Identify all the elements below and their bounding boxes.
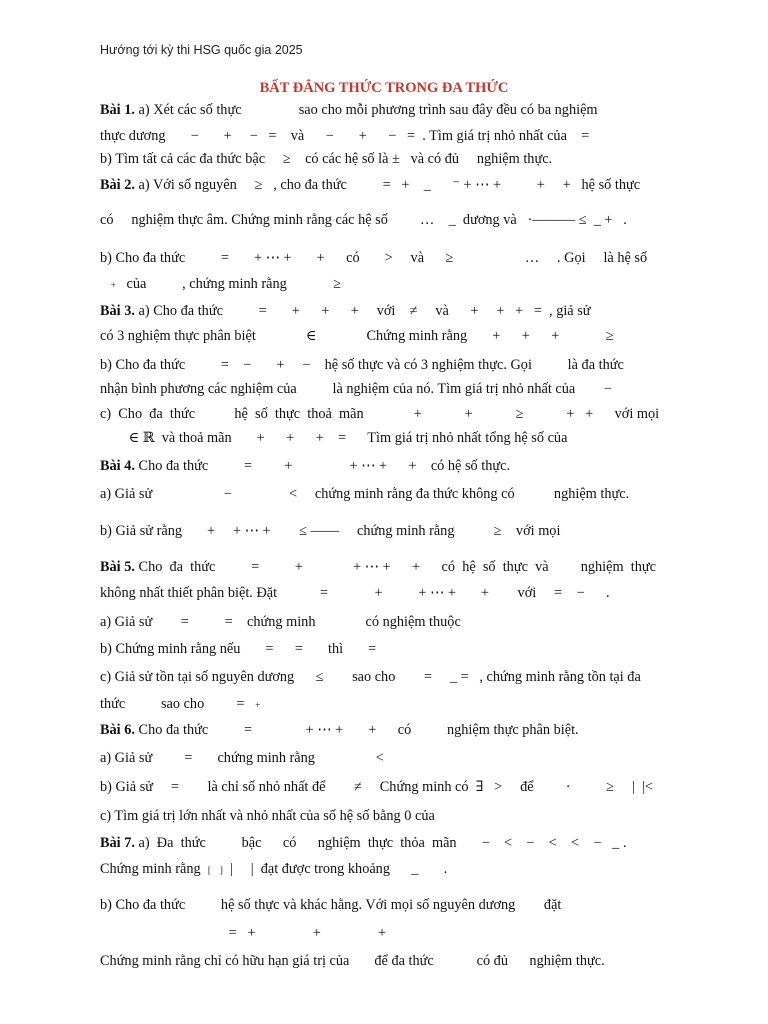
text-line [100, 328, 614, 345]
text-line [100, 696, 260, 713]
text-line [100, 357, 624, 374]
line-text: nhận bình phương các nghiệm của là nghiệm của nó. Tìm giá trị nhỏ nhất của − [100, 381, 612, 397]
line-text: a) Cho đa thức = + + + với ≠ và + + + = , giả sử [134, 303, 591, 319]
text-line [100, 458, 510, 475]
line-text: c) Giả sử tồn tại số nguyên dương ≤ sao cho = _ = , chứng minh rằng tồn tại đa [100, 669, 641, 685]
line-text: c) Cho đa thức hệ số thực thoả mãn + + ≥ + + với mọi [100, 406, 660, 422]
line-text: Cho đa thức = + + ⋯ + + có hệ số thực và nghiệm thực [134, 559, 656, 575]
problem-label: Bài 6. [100, 722, 135, 738]
text-line [100, 212, 627, 229]
text-line [100, 835, 626, 852]
line-text: ∈ ℝ và thoả mãn + + + = Tìm giá trị nhỏ nhất tổng hệ số của [100, 430, 568, 446]
line-text: b) Chứng minh rằng nếu = = thì = [100, 641, 377, 657]
line-text: a) Giả sử = = chứng minh có nghiệm thuộc [100, 614, 461, 630]
line-text: a) Giả sử = chứng minh rằng < [100, 750, 384, 766]
line-text: = + + + [100, 925, 387, 941]
text-line [100, 430, 567, 447]
text-line [100, 250, 647, 267]
line-text: [ ] [207, 865, 223, 875]
line-text: | | đạt được trong khoảng _ . [222, 861, 448, 877]
problem-label: Bài 5. [100, 559, 135, 575]
line-text: c) Tìm giá trị lớn nhất và nhỏ nhất của số hệ số bằng 0 của [100, 808, 435, 824]
text-line [100, 953, 605, 970]
line-text: Cho đa thức = + + ⋯ + + có hệ số thực. [134, 458, 511, 474]
line-text: có nghiệm thực âm. Chứng minh rằng các hệ số … _ dương và ·——— ≤ _ + . [100, 212, 627, 228]
text-line [100, 406, 659, 423]
text-line [100, 151, 552, 168]
problem-label: Bài 1. [100, 102, 135, 118]
text-line [100, 523, 560, 540]
line-text: a) Với số nguyên ≥ , cho đa thức = + _ ⁻ + ⋯ + + + hệ số thực [134, 177, 641, 193]
text-line [100, 779, 653, 796]
text-line [100, 669, 641, 686]
text-line [100, 897, 561, 914]
problem-label: Bài 7. [100, 835, 135, 851]
line-text: b) Cho đa thức hệ số thực và khác hằng. Với mọi số nguyên dương đặt [100, 897, 562, 913]
line-text: a) Xét các số thực sao cho mỗi phương trình sau đây đều có ba nghiệm [134, 102, 598, 118]
line-text: thức sao cho = [100, 696, 256, 712]
line-text: + [110, 280, 116, 290]
line-text: của , chứng minh rằng ≥ [115, 276, 342, 292]
line-text: b) Tìm tất cả các đa thức bậc ≥ có các hệ số là ± và có đủ nghiệm thực. [100, 151, 553, 167]
line-text: b) Cho đa thức = − + − hệ số thực và có 3 nghiệm thực. Gọi là đa thức [100, 357, 624, 373]
line-text: b) Giả sử = là chỉ số nhỏ nhất để ≠ Chứng minh có ∃ > để · ≥ | |< [100, 779, 653, 795]
line-text [100, 276, 111, 292]
text-line [100, 861, 447, 878]
line-text: + [255, 700, 261, 710]
text-line [100, 128, 589, 145]
line-text: b) Cho đa thức = + ⋯ + + có > và ≥ … . Gọi là hệ số [100, 250, 648, 266]
line-text: a) Giả sử − < chứng minh rằng đa thức không có nghiệm thực. [100, 486, 630, 502]
line-text: thực dương − + − = và − + − = . Tìm giá trị nhỏ nhất của = [100, 128, 590, 144]
line-text: a) Đa thức bậc có nghiệm thực thỏa mãn − < − < < − _ . [134, 835, 627, 851]
text-line [100, 641, 376, 658]
text-line [100, 925, 386, 942]
text-line [100, 102, 598, 119]
line-text: không nhất thiết phân biệt. Đặt = + + ⋯ + + với = − . [100, 585, 610, 601]
text-line [100, 381, 612, 398]
text-line [100, 276, 341, 293]
line-text: có 3 nghiệm thực phân biệt ∈ Chứng minh rằng + + + ≥ [100, 328, 614, 344]
text-line [100, 177, 640, 194]
line-text: b) Giả sử rằng + + ⋯ + ≤ —— chứng minh rằng ≥ với mọi [100, 523, 561, 539]
text-line [100, 303, 591, 320]
text-line [100, 750, 384, 767]
line-text: Cho đa thức = + ⋯ + + có nghiệm thực phân biệt. [134, 722, 579, 738]
page-header: Hướng tới kỳ thi HSG quốc gia 2025 [100, 43, 303, 57]
problem-label: Bài 3. [100, 303, 135, 319]
line-text: Chứng minh rằng [100, 861, 208, 877]
text-line [100, 486, 629, 503]
text-line [100, 614, 461, 631]
problem-label: Bài 4. [100, 458, 135, 474]
problem-label: Bài 2. [100, 177, 135, 193]
text-line [100, 722, 579, 739]
text-line [100, 808, 435, 825]
document-title: BẤT ĐẲNG THỨC TRONG ĐA THỨC [259, 80, 509, 96]
text-line [100, 585, 610, 602]
line-text: Chứng minh rằng chỉ có hữu hạn giá trị của để đa thức có đủ nghiệm thực. [100, 953, 605, 969]
text-line [100, 559, 656, 576]
